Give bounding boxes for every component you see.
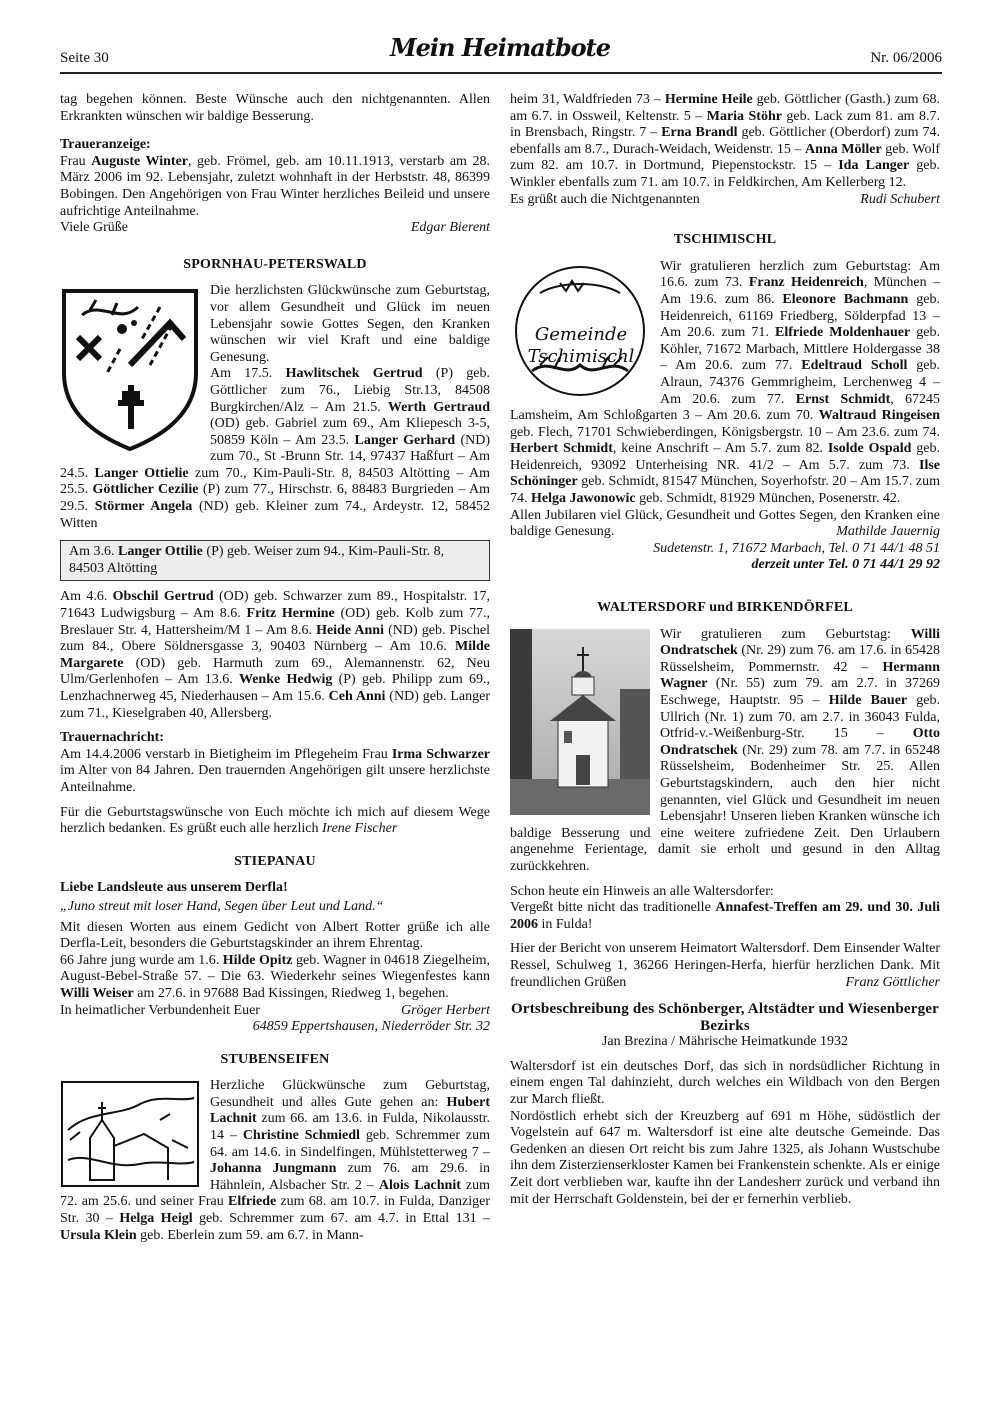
intro-paragraph: tag begehen können. Beste Wünsche auch den nichtgenannten. Allen Erkrankten wünschen wir baldige Besserung. — [60, 92, 490, 124]
stiepanau-signature: In heimatlicher Verbundenheit Euer Gröger Herbert — [60, 1002, 490, 1018]
ortsbeschreibung-p2: Nordöstlich erhebt sich der Kreuzberg auf 691 m Höhe, südöstlich der Vogelstein auf 647 m. Waltersdorf ist eine alte deutsche Gemeinde. Das Gedenken an diesen Ort reicht bis zum Jahre 1325, als Johann Wustschube ihn dem Zisterzienserkloster Kamen bei Frankenstein schenkte. Als er einige Zeit dort verblieben war, kaufte ihn der Landesherr zurück und verband ihn mit der Herrschaft Goldenstein, bei der er fernerhin verblieb. — [510, 1108, 940, 1207]
continuation-text: heim 31, Waldfrieden 73 – Hermine Heile geb. Göttlicher (Gasth.) zum 68. am 6.7. in Ossweil, Keltenstr. 5 – Maria Stöhr geb. Lack zum 81. am 8.7. in Brensbach, Ringstr. 7 – Erna Brandl geb. Göttlicher (Oberdorf) zum 74. ebenfalls am 8.7., Durach-Weidach, Weidenstr. 15 – Anna Möller geb. Wolf zum 82. am 10.7. in Dortmund, Piepenstockstr. 15 – Ida Langer geb. Winkler ebenfalls zum 71. am 10.7. in Feldkirchen, Am Kellerberg 12. — [510, 92, 941, 190]
section-heading-tschimischl: TSCHIMISCHL — [673, 232, 777, 248]
signature-line: Viele Grüße Edgar Bierent — [60, 220, 490, 236]
continuation-signature: Es grüßt auch die Nichtgenannten Rudi Schubert — [510, 191, 940, 207]
section-heading-spornhau: SPORNHAU-PETERSWALD — [183, 256, 367, 272]
traueranzeige-text: Frau Auguste Winter, geb. Frömel, geb. am 10.11.1913, verstarb am 28. März 2006 im 92. Lebensjahr, zuletzt wohnhaft in der Herbststr. 48, 86399 Bobingen. Den Angehörigen von Frau Winter herzliches Beileid und unsere aufrichtige Anteilnahme. — [60, 153, 490, 219]
trauernachricht-heading: Trauernachricht: — [60, 730, 164, 746]
highlight-box: Am 3.6. Langer Ottilie (P) geb. Weiser zum 94., Kim-Pauli-Str. 8, 84503 Altötting — [60, 540, 490, 581]
stiepanau-intro: Mit diesen Worten aus einem Gedicht von Albert Rotter grüße ich alle Derfla-Leit, besonders die Geburtstagskinder an ihrem Ehrentag. — [60, 919, 490, 952]
issue-number: Nr. 06/2006 — [870, 50, 942, 66]
birthday-list: Am 4.6. Obschil Gertrud (OD) geb. Schwarzer zum 89., Hospitalstr. 17, 71643 Ludwigsburg – Am 8.6. Fritz Hermine (OD) geb. Kolb zum 77., Breslauer Str. 4, Hattersheim/M 1 – Am 8.6. Heide Anni (ND) geb. Pischel zum 84., Obere Söldnersgasse 3, 90403 Nürnberg – Am 10.6. Milde Margarete (OD) geb. Harmuth zum 69., Alemannenstr. 62, Neu Ulm/Gerlenhofen – Am 13.6. Wenke Hedwig (P) geb. Philipp zum 69., Lenzhachnerweg 45, Niederhausen – Am 15.6. Ceh Anni (ND) geb. Langer zum 71., Kieselgraben 40, Allersberg. — [60, 589, 491, 721]
section-heading-stiepanau: STIEPANAU — [234, 853, 316, 869]
stiepanau-address: 64859 Eppertshausen, Niederröder Str. 32 — [252, 1019, 490, 1035]
stiepanau-subheading: Liebe Landsleute aus unserem Derfla! — [60, 880, 288, 896]
masthead-title: Mein Heimatbote — [390, 33, 610, 62]
trauernachricht-text: Am 14.4.2006 verstarb in Bietigheim im Pflegeheim Frau Irma Schwarzer im Alter von 84 Jahren. Den trauernden Angehörigen gilt unsere herzlichste Anteilnahme. — [60, 746, 490, 795]
chapel-photo — [510, 629, 650, 815]
header-rule — [60, 72, 942, 74]
spornhau-text: Die herzlichsten Glückwünsche zum Geburtstag, vor allem Gesundheit und Glück im neuen Lebensjahr sowie Gottes Segen, den Kranken wünschen wir viel Kraft und eine baldige Genesung. Am 17.5. Hawlitschek Gertrud (P) geb. Göttlicher zum 76., Liebig Str.13, 84508 Burgkirchen/Alz – Am 21.5. Werth Gertraud (OD) geb. Gabriel zum 69., Am Kliepesch 3-5, 50859 Köln – Am 23.5. Langer Gerhard (ND) zum 70., St -Brunn Str. 14, 97437 Haßfurt – Am 24.5. Langer Ottielie zum 70., Kim-Pauli-Str. 8, 84503 Altötting – Am 25.5. Göttlicher Cezilie (P) zum 77., Hirschstr. 6, 88483 Burgrieden – Am 29.5. Störmer Angela (ND) geb. Kleiner zum 74., Ardeystr. 12, 58452 Witten — [60, 283, 491, 531]
tschimischl-address: Sudetenstr. 1, 71672 Marbach, Tel. 0 71 44/1 48 51 — [653, 540, 940, 556]
tschimischl-text: Wir gratulieren herzlich zum Geburtstag: Am 16.6. zum 73. Franz Heidenreich, München – Am 19.6. zum 86. Eleonore Bachmann geb. Heidenreich, 61169 Friedberg, Sölderpfad 13 – Am 20.6. zum 71. Elfriede Moldenhauer geb. Köhler, 71672 Marbach, Mittlere Holdergasse 38 – Am 20.6. zum 77. Edeltraud Scholl geb. Alraun, 74376 Gemmrigheim, Lerchenweg 4 – Am 20.6. zum 77. Ernst Schmidt, 67245 Lamsheim, Am Schloßgarten 3 – Am 20.6. zum 70. Waltraud Ringeisen geb. Flech, 71701 Schwieberdingen, Königsbergstr. 10 – Am 23.6. zum 74. Herbert Schmidt, keine Anschrift – Am 5.7. zum 82. Isolde Ospald geb. Heidenreich, 93092 Unterheising NR. 41/2 – Am 5.7. zum 73. Ilse Schöninger geb. Schmidt, 81547 München, Soyerhofstr. 20 – Am 15.7. zum 74. Helga Jawonowic geb. Schmidt, 81929 München, Posenerstr. 42. — [510, 258, 941, 507]
stamp-lettering: Gemeinde Tschimischl — [527, 324, 635, 367]
village-sketch-image — [60, 1080, 200, 1188]
stiepanau-text: 66 Jahre jung wurde am 1.6. Hilde Opitz geb. Wagner in 04618 Ziegelheim, August-Bebel-Straße 57. – Die 63. Wiederkehr seines Wiegenfestes kann Willi Weiser am 27.6. in 97688 Bad Kissingen, Riedweg 1, begehen. — [60, 952, 490, 1001]
traueranzeige-heading: Traueranzeige: — [60, 137, 151, 153]
coat-of-arms-image — [60, 285, 200, 453]
stiepanau-quote: „Juno streut mit loser Hand, Segen über Leut und Land.“ — [60, 898, 384, 914]
tschimischl-phone: derzeit unter Tel. 0 71 44/1 29 92 — [751, 557, 940, 573]
hinweis-text: Schon heute ein Hinweis an alle Waltersdorfer: Vergeßt bitte nicht das traditionelle Annafest-Treffen am 29. und 30. Juli 2006 in Fulda! — [510, 883, 940, 932]
section-heading-waltersdorf: WALTERSDORF und BIRKENDÖRFEL — [597, 600, 853, 616]
waltersdorf-text: Wir gratulieren zum Geburtstag: Willi Ondratschek (Nr. 29) zum 76. am 17.6. in 65428 Rüsselsheim, Pommernstr. 42 – Hermann Wagner (Nr. 55) zum 79. am 2.7. in 37269 Eschwege, Hauptstr. 95 – Hilde Bauer geb. Ullrich (Nr. 1) zum 70. am 2.7. in 36043 Fulda, Otfrid-v.-Weißenburg-Str. 15 – Otto Ondratschek (Nr. 29) zum 78. am 7.7. in 65248 Rüsselsheim, Bodenheimer Str. 25. Allen Geburtstagskindern, auch den hier nicht genannten, viel Glück und Gesundheit im neuen Lebensjahr! Unseren lieben Kranken wünsche ich baldige Besserung und eine weitere zufriedene Zeit. Den Urlaubern angenehme Ferientage, damit sie erholt und gesund in den Alltag zurückkehren. — [510, 626, 940, 874]
left-column — [60, 92, 490, 1252]
page-number: Seite 30 — [60, 50, 109, 66]
ortsbeschreibung-p1: Waltersdorf ist ein deutsches Dorf, das sich in nordsüdlicher Richtung in einem engen Tal dahinzieht, durch welches ein Wildbach von den Bergen zur March fließt. — [510, 1058, 940, 1108]
tschimischl-closing: Allen Jubilaren viel Glück, Gesundheit und Gottes Segen, den Kranken eine baldige Genesung. Mathilde Jauernig — [510, 507, 940, 540]
section-heading-stubenseifen: STUBENSEIFEN — [220, 1051, 330, 1067]
stubenseifen-text: Herzliche Glückwünsche zum Geburtstag, Gesundheit und alles Gute gehen an: Hubert Lachnit zum 66. am 13.6. in Fulda, Nikolausstr. 14 – Christine Schmiedl geb. Schremmer zum 64. am 14.6. in Sindelfingen, Mühlstetterweg 7 – Johanna Jungmann zum 76. am 29.6. in Hähnlein, Alsbacher Str. 2 – Alois Lachnit zum 72. am 25.6. und seiner Frau Elfriede zum 68. am 10.7. in Fulda, Danziger Str. 30 – Helga Heigl geb. Schremmer zum 67. am 4.7. in Ettal 131 – Ursula Klein geb. Eberlein zum 59. am 6.7. in Mann- — [60, 1078, 491, 1243]
thanks-text: Für die Geburtstagswünsche von Euch möchte ich mich auf diesem Wege herzlich bedanken. Es grüßt euch alle herzlich Irene Fischer — [60, 804, 490, 837]
bericht-text: Hier der Bericht von unserem Heimatort Waltersdorf. Dem Einsender Walter Ressel, Schulweg 1, 36266 Heringen-Herfa, hierfür herzlichen Dank. Mit freundlichen Grüßen Franz Göttlicher — [510, 941, 940, 990]
ortsbeschreibung-heading: Ortsbeschreibung des Schönberger, Altstädter und Wiesenberger Bezirks — [510, 1001, 940, 1034]
ortsbeschreibung-source: Jan Brezina / Mährische Heimatkunde 1932 — [601, 1034, 849, 1050]
right-column — [510, 92, 940, 1216]
